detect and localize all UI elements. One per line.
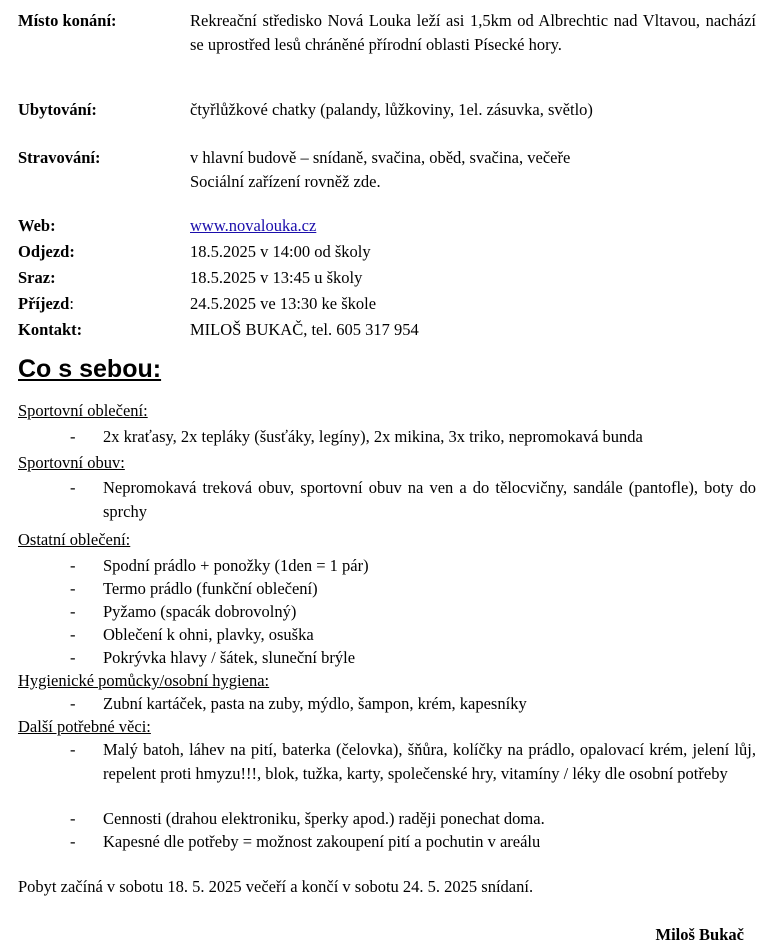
list-item (70, 646, 756, 670)
list-item-text: Nepromokavá treková obuv, sportovní obuv na ven a do tělocvičny, sandále (pantofle), boty do sprchy (103, 478, 756, 521)
bullet-dash: - (70, 648, 76, 667)
website-link[interactable]: www.novalouka.cz (190, 216, 317, 235)
bullet-dash: - (70, 740, 76, 759)
bullet-dash: - (70, 832, 76, 851)
list-item (70, 600, 756, 624)
list-item (70, 554, 756, 578)
signature: Miloš Bukač (655, 925, 744, 944)
info-label: Stravování: (18, 148, 101, 167)
info-value: Rekreační středisko Nová Louka leží asi 1,5km od Albrechtic nad Vltavou, nachází se uprostřed lesů chráněné přírodní oblasti Písecké hory. (190, 11, 756, 54)
list-item-text: 2x kraťasy, 2x tepláky (šusťáky, legíny), 2x mikina, 3x triko, nepromokavá bunda (103, 427, 643, 446)
info-row-arrival (18, 292, 756, 316)
bullet-dash: - (70, 427, 76, 446)
info-label: Odjezd: (18, 242, 75, 261)
bullet-dash: - (70, 478, 76, 497)
list-item (70, 807, 756, 831)
info-value: 24.5.2025 ve 13:30 ke škole (190, 294, 377, 313)
category-title: Sportovní oblečení: (18, 401, 148, 420)
bullet-dash: - (70, 579, 76, 598)
bullet-dash: - (70, 694, 76, 713)
info-label: Místo konání: (18, 11, 117, 30)
list-item (70, 425, 756, 449)
section-title: Co s sebou: (18, 355, 162, 383)
info-label: Sraz: (18, 268, 56, 287)
list-item-text: Termo prádlo (funkční oblečení) (103, 579, 318, 598)
list-item-text: Cennosti (drahou elektroniku, šperky apod.) raději ponechat doma. (103, 809, 545, 828)
list-item-text: Kapesné dle potřeby = možnost zakoupení pití a pochutin v areálu (103, 832, 541, 851)
list-item (70, 476, 756, 524)
info-value: čtyřlůžkové chatky (palandy, lůžkoviny, 1el. zásuvka, světlo) (190, 100, 593, 119)
list-item-text: Oblečení k ohni, plavky, osuška (103, 625, 314, 644)
info-label: Příjezd: (18, 294, 74, 313)
info-row-contact (18, 318, 756, 342)
info-value: MILOŠ BUKAČ, tel. 605 317 954 (190, 320, 419, 339)
stay-dates-note: Pobyt začíná v sobotu 18. 5. 2025 večeří a končí v sobotu 24. 5. 2025 snídaní. (18, 877, 534, 896)
info-label: Web: (18, 216, 56, 235)
list-item (70, 692, 756, 716)
list-item (70, 830, 756, 854)
bullet-dash: - (70, 809, 76, 828)
info-label: Ubytování: (18, 100, 97, 119)
list-item-text: Zubní kartáček, pasta na zuby, mýdlo, šampon, krém, kapesníky (103, 694, 527, 713)
info-row-meeting (18, 266, 756, 290)
bullet-dash: - (70, 602, 76, 621)
list-item-text: Pokrývka hlavy / šátek, sluneční brýle (103, 648, 356, 667)
info-value-second-line: Sociální zařízení rovněž zde. (190, 172, 381, 191)
category-title: Ostatní oblečení: (18, 530, 131, 549)
list-item-text: Malý batoh, láhev na pití, baterka (čelovka), šňůra, kolíčky na prádlo, opalovací krém, jelení lůj, repelent proti hmyzu!!!, blok, tužka, karty, společenské hry, vitamíny / léky dle osobní potřeby (103, 740, 756, 783)
list-item (70, 623, 756, 647)
category-title: Další potřebné věci: (18, 717, 151, 736)
list-item (70, 738, 756, 810)
category-title: Hygienické pomůcky/osobní hygiena: (18, 671, 270, 690)
info-row-accommodation (18, 98, 756, 122)
info-row-meals (18, 146, 756, 194)
list-item-text: Spodní prádlo + ponožky (1den = 1 pár) (103, 556, 369, 575)
info-label: Kontakt: (18, 320, 83, 339)
category-title: Sportovní obuv: (18, 453, 125, 472)
info-row-web (18, 214, 756, 238)
info-row-departure (18, 240, 756, 264)
bullet-dash: - (70, 625, 76, 644)
info-row-location (18, 9, 756, 81)
info-value: v hlavní budově – snídaně, svačina, oběd, svačina, večeře (190, 148, 571, 167)
info-value: 18.5.2025 v 13:45 u školy (190, 268, 363, 287)
bullet-dash: - (70, 556, 76, 575)
info-value: 18.5.2025 v 14:00 od školy (190, 242, 371, 261)
list-item (70, 577, 756, 601)
list-item-text: Pyžamo (spacák dobrovolný) (103, 602, 297, 621)
